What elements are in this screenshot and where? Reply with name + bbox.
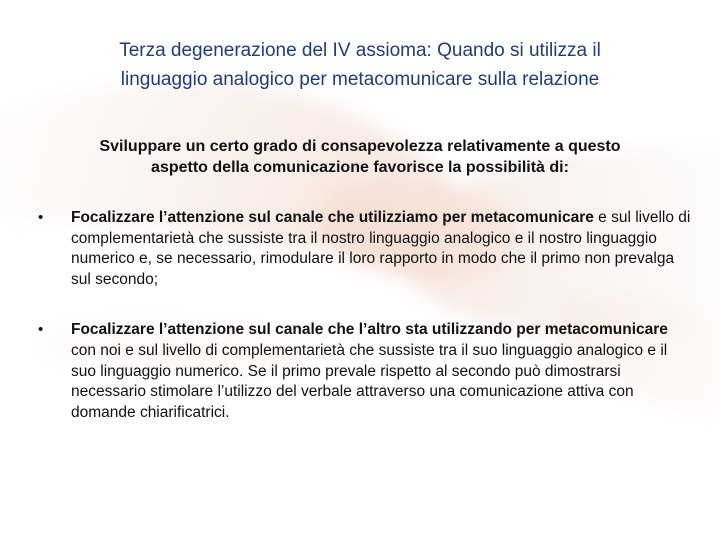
intro-paragraph xyxy=(30,136,690,178)
bullet-body-text: e sul livello di complementarietà che sussiste tra il nostro linguaggio analogico e il nostro linguaggio numerico e, se necessario, rimodulare il loro rapporto in modo che il primo non prevalga sul secondo; xyxy=(71,209,691,288)
bullet-marker: • xyxy=(38,209,44,226)
intro-line-1: Sviluppare un certo grado di consapevolezza relativamente a questo xyxy=(99,138,621,155)
bullet-lead-text: Focalizzare l’attenzione sul canale che l’altro sta utilizzando per metacomunicare xyxy=(71,321,668,339)
bullet-marker: • xyxy=(38,321,44,339)
title-line-1: Terza degenerazione del IV assioma: Quando si utilizza il xyxy=(119,40,601,61)
bullet-lead-text: Focalizzare l’attenzione sul canale che utilizziamo per metacomunicare xyxy=(71,209,594,226)
bullet-item-1 xyxy=(36,208,696,290)
slide-title xyxy=(40,36,680,94)
intro-line-2: aspetto della comunicazione favorisce la possibilità di: xyxy=(151,159,569,176)
bullet-item-2 xyxy=(36,320,696,423)
bullet-list xyxy=(36,208,696,423)
bullet-body-text: con noi e sul livello di complementarietà che sussiste tra il suo linguaggio analogico e il suo linguaggio numerico. Se il primo prevale rispetto al secondo può dimostrarsi necessario stimolare l’utilizzo del verbale attraverso una comunicazione attiva con domande chiarificatrici. xyxy=(71,341,668,421)
title-line-2: linguaggio analogico per metacomunicare sulla relazione xyxy=(120,69,600,90)
